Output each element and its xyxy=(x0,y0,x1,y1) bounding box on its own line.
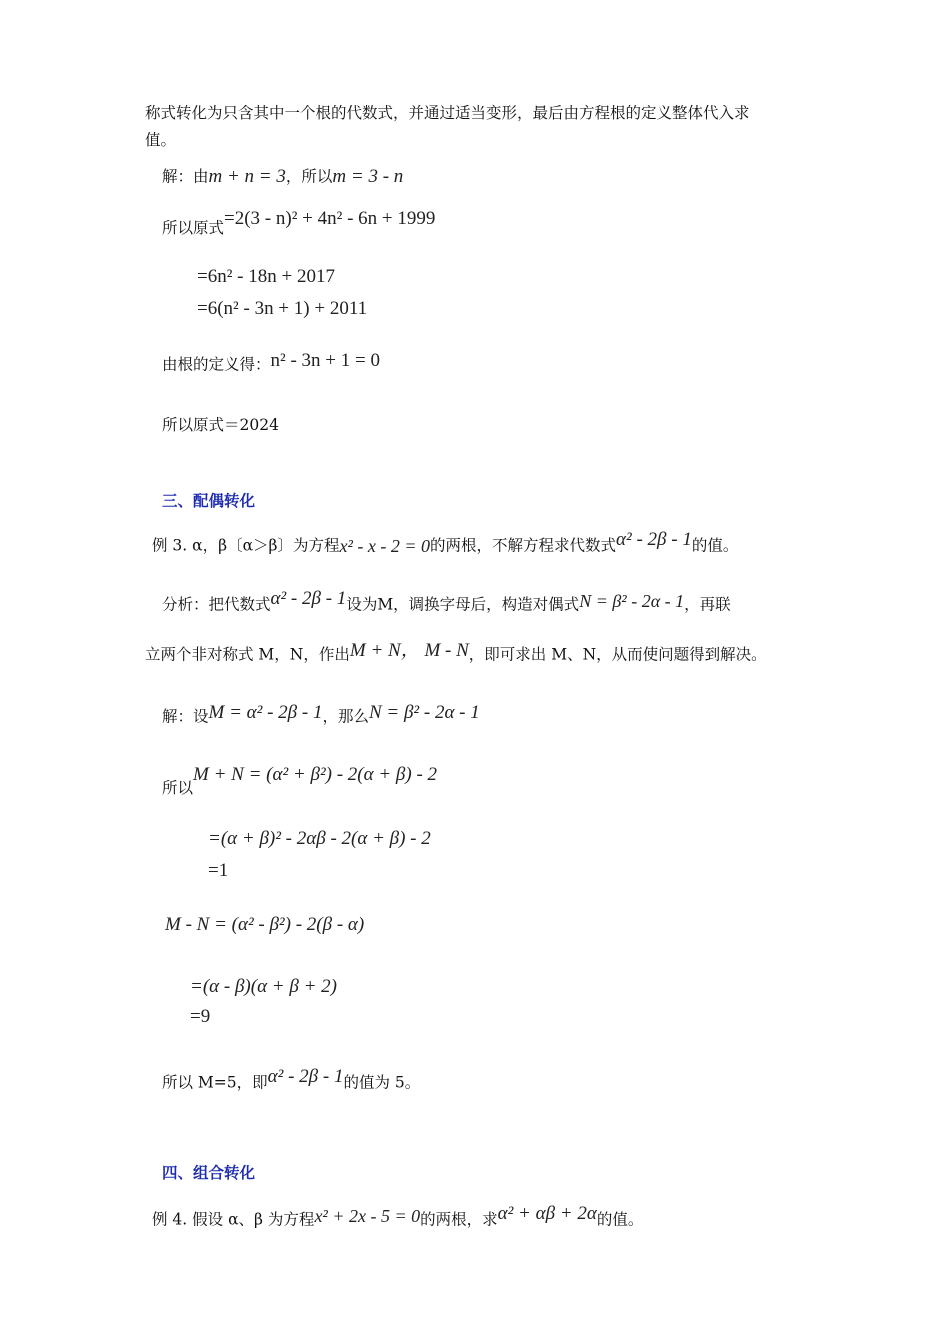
section4-heading: 四、组合转化 xyxy=(162,1164,256,1182)
solution1-result: 所以原式＝2024 xyxy=(162,416,279,434)
analysis2-prefix: 立两个非对称式 M，N，作出 xyxy=(145,645,350,664)
example3-equation: x² - x - 2 = 0 xyxy=(339,535,431,556)
root-definition-line xyxy=(162,350,380,377)
difference-equation: M - N = (α² - β²) - 2(β - α) xyxy=(165,914,365,935)
given-equation: m + n = 3 xyxy=(208,166,286,187)
conclusion-expression: α² - 2β - 1 xyxy=(267,1066,344,1087)
analysis2-suffix: ，即可求出 M、N，从而使问题得到解决。 xyxy=(468,645,767,664)
m-expression: m = 3 - n xyxy=(332,166,404,187)
sum-so-label: 所以 xyxy=(162,779,194,798)
sum-step: =(α + β)² - 2αβ - 2(α + β) - 2 xyxy=(208,828,431,849)
example4-line xyxy=(152,1203,644,1232)
analysis-line-2 xyxy=(145,640,767,667)
analysis-prefix: 分析：把代数式 xyxy=(162,595,271,614)
solution1-step1-line xyxy=(162,208,436,238)
analysis-line-1 xyxy=(162,588,731,617)
intro-line-2: 值。 xyxy=(145,131,177,149)
step2-expression: =6n² - 18n + 2017 xyxy=(197,266,335,287)
solution1-given-line xyxy=(162,166,403,189)
definition-equation: n² - 3n + 1 = 0 xyxy=(270,350,380,371)
example4-equation: x² + 2x - 5 = 0 xyxy=(314,1205,421,1226)
solution3-prefix: 解：设 xyxy=(162,707,209,726)
so-label: ，所以 xyxy=(285,167,333,186)
example3-prefix: 例 3. α，β〔α＞β〕为方程 xyxy=(152,536,340,555)
definition-label: 由根的定义得： xyxy=(162,355,271,374)
analysis-dual-expression: N = β² - 2α - 1 xyxy=(579,590,685,611)
example3-suffix: 的值。 xyxy=(691,536,739,555)
sum-result: =1 xyxy=(208,860,229,881)
solution3-mid: ，那么 xyxy=(322,707,369,726)
example4-mid: 的两根，求 xyxy=(420,1210,498,1229)
step1-expression: =2(3 - n)² + 4n² - 6n + 1999 xyxy=(224,208,436,229)
example4-prefix: 例 4. 假设 α、β 为方程 xyxy=(152,1210,315,1229)
jie-label: 解：由 xyxy=(162,167,209,186)
difference-step: =(α - β)(α + β + 2) xyxy=(190,976,337,997)
difference-result: =9 xyxy=(190,1006,211,1027)
example4-suffix: 的值。 xyxy=(596,1210,644,1229)
example3-expression: α² - 2β - 1 xyxy=(616,529,692,550)
conclusion-prefix: 所以 M=5，即 xyxy=(162,1073,268,1092)
sum-line xyxy=(162,764,438,798)
analysis-mid: 设为M，调换字母后，构造对偶式 xyxy=(346,595,580,614)
example4-expression: α² + αβ + 2α xyxy=(497,1203,597,1224)
solution3-setup-line xyxy=(162,702,480,729)
solution3-m-definition: M = α² - 2β - 1 xyxy=(208,702,323,723)
step3-expression: =6(n² - 3n + 1) + 2011 xyxy=(197,298,368,319)
example3-line xyxy=(152,529,739,558)
example3-mid: 的两根，不解方程求代数式 xyxy=(430,536,617,555)
sum-equation: M + N = (α² + β²) - 2(α + β) - 2 xyxy=(193,764,438,785)
conclusion-line xyxy=(162,1066,421,1095)
conclusion-suffix: 的值为 5。 xyxy=(343,1073,421,1092)
solution3-n-definition: N = β² - 2α - 1 xyxy=(368,702,480,723)
analysis2-expression: M + N， M - N xyxy=(349,640,469,661)
intro-line-1: 称式转化为只含其中一个根的代数式，并通过适当变形，最后由方程根的定义整体代入求 xyxy=(145,104,750,122)
section3-heading: 三、配偶转化 xyxy=(162,492,256,510)
analysis-suffix: ，再联 xyxy=(684,595,731,614)
analysis-expression: α² - 2β - 1 xyxy=(270,588,347,609)
original-expr-label: 所以原式 xyxy=(162,219,225,238)
